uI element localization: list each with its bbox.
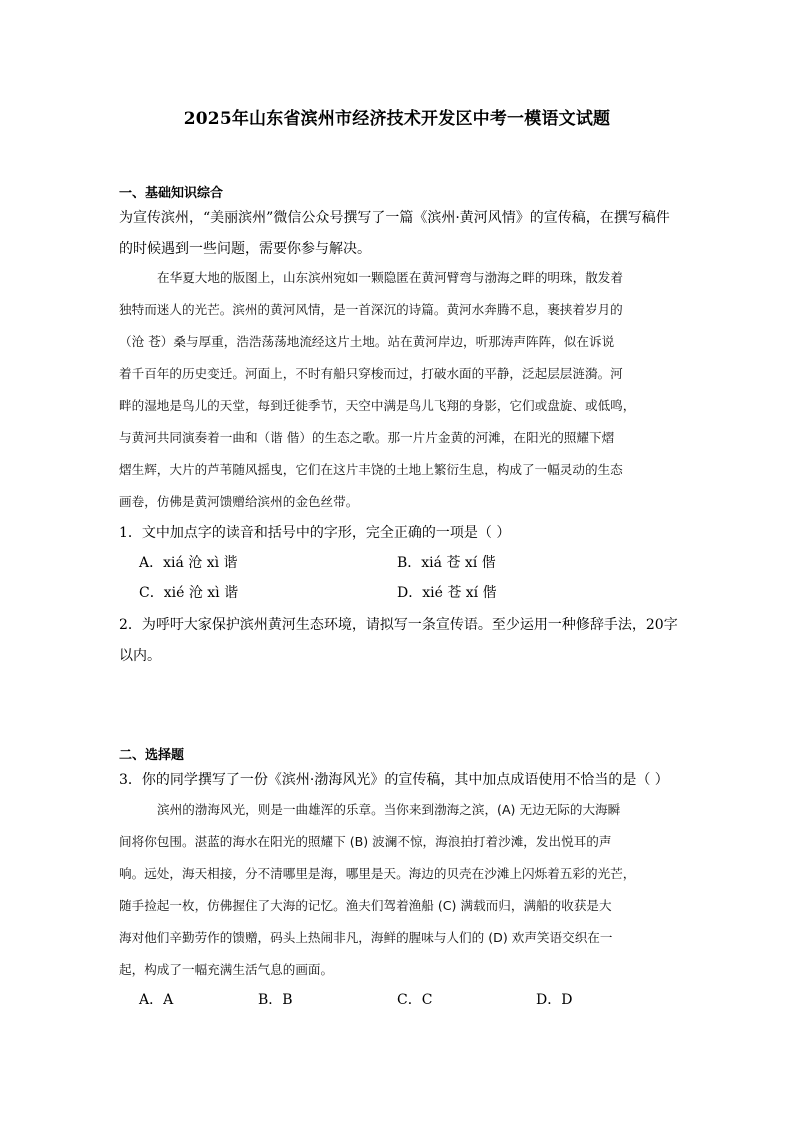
passage-line: 起，构成了一幅充满生活气息的画面。 (119, 962, 334, 977)
question-2-stem: 以内。 (119, 648, 161, 664)
passage-line: 海对他们辛勤劳作的馈赠，码头上热闹非凡，海鲜的腥味与人们的 (D) 欢声笑语交织在一 (119, 930, 613, 945)
q1-option-d[interactable]: D．xié 苍 xí 偕 (397, 585, 497, 601)
passage-line: 畔的湿地是鸟儿的天堂，每到迁徙季节，天空中满是鸟儿飞翔的身影，它们或盘旋、或低鸣， (119, 398, 636, 413)
section-heading-1: 一、基础知识综合 (119, 186, 224, 201)
intro-line: 的时候遇到一些问题，需要你参与解决。 (119, 241, 371, 257)
passage-line: 独特而迷人的光芒。滨州的黄河风情，是一首深沉的诗篇。黄河水奔腾不息，裹挟着岁月的 (119, 302, 623, 317)
intro-line: 为宣传滨州，“美丽滨州”微信公众号撰写了一篇《滨州·黄河风情》的宣传稿，在撰写稿件 (119, 210, 670, 226)
passage-line: 响。远处，海天相接，分不清哪里是海，哪里是天。海边的贝壳在沙滩上闪烁着五彩的光芒， (119, 866, 636, 881)
question-3-stem: 3．你的同学撰写了一份《滨州·渤海风光》的宣传稿，其中加点成语使用不恰当的是（ ） (119, 772, 669, 788)
q3-option-b[interactable]: B．B (258, 992, 293, 1008)
section-heading-2: 二、选择题 (119, 748, 185, 763)
q1-option-c[interactable]: C．xié 沧 xì 谐 (139, 585, 239, 601)
passage-line: 间将你包围。湛蓝的海水在阳光的照耀下 (B) 波澜不惊，海浪拍打着沙滩，发出悦耳的声 (119, 834, 612, 849)
q3-option-a[interactable]: A．A (139, 992, 174, 1008)
passage-line: 画卷，仿佛是黄河馈赠给滨州的金色丝带。 (119, 494, 359, 509)
passage-line: 随手捡起一枚，仿佛握住了大海的记忆。渔夫们驾着渔船 (C) 满载而归，满船的收获是大 (119, 898, 612, 913)
q3-option-d[interactable]: D．D (536, 992, 573, 1008)
question-1-stem: 1．文中加点字的读音和括号中的字形，完全正确的一项是（ ） (119, 525, 511, 541)
passage-line: 在华夏大地的版图上，山东滨州宛如一颗隐匿在黄河臂弯与渤海之畔的明珠，散发着 (157, 270, 623, 285)
passage-line: 滨州的渤海风光，则是一曲雄浑的乐章。当你来到渤海之滨，(A) 无边无际的大海瞬 (157, 802, 621, 817)
passage-line: （沧 苍）桑与厚重，浩浩荡荡地流经这片土地。站在黄河岸边，听那涛声阵阵，似在诉说 (119, 334, 615, 349)
q1-option-b[interactable]: B．xiá 苍 xí 偕 (397, 555, 496, 571)
q1-option-a[interactable]: A．xiá 沧 xì 谐 (139, 555, 238, 571)
page-title: 2025年山东省滨州市经济技术开发区中考一模语文试题 (183, 109, 611, 129)
passage-line: 与黄河共同演奏着一曲和（谐 偕）的生态之歌。那一片片金黄的河滩，在阳光的照耀下熠 (119, 430, 615, 445)
passage-line: 熠生辉，大片的芦苇随风摇曳，它们在这片丰饶的土地上繁衍生息，构成了一幅灵动的生态 (119, 462, 623, 477)
passage-line: 着千百年的历史变迁。河面上，不时有船只穿梭而过，打破水面的平静，泛起层层涟漪。河 (119, 366, 623, 381)
q3-option-c[interactable]: C．C (397, 992, 433, 1008)
question-2-stem: 2．为呼吁大家保护滨州黄河生态环境，请拟写一条宣传语。至少运用一种修辞手法，20字 (119, 617, 678, 633)
